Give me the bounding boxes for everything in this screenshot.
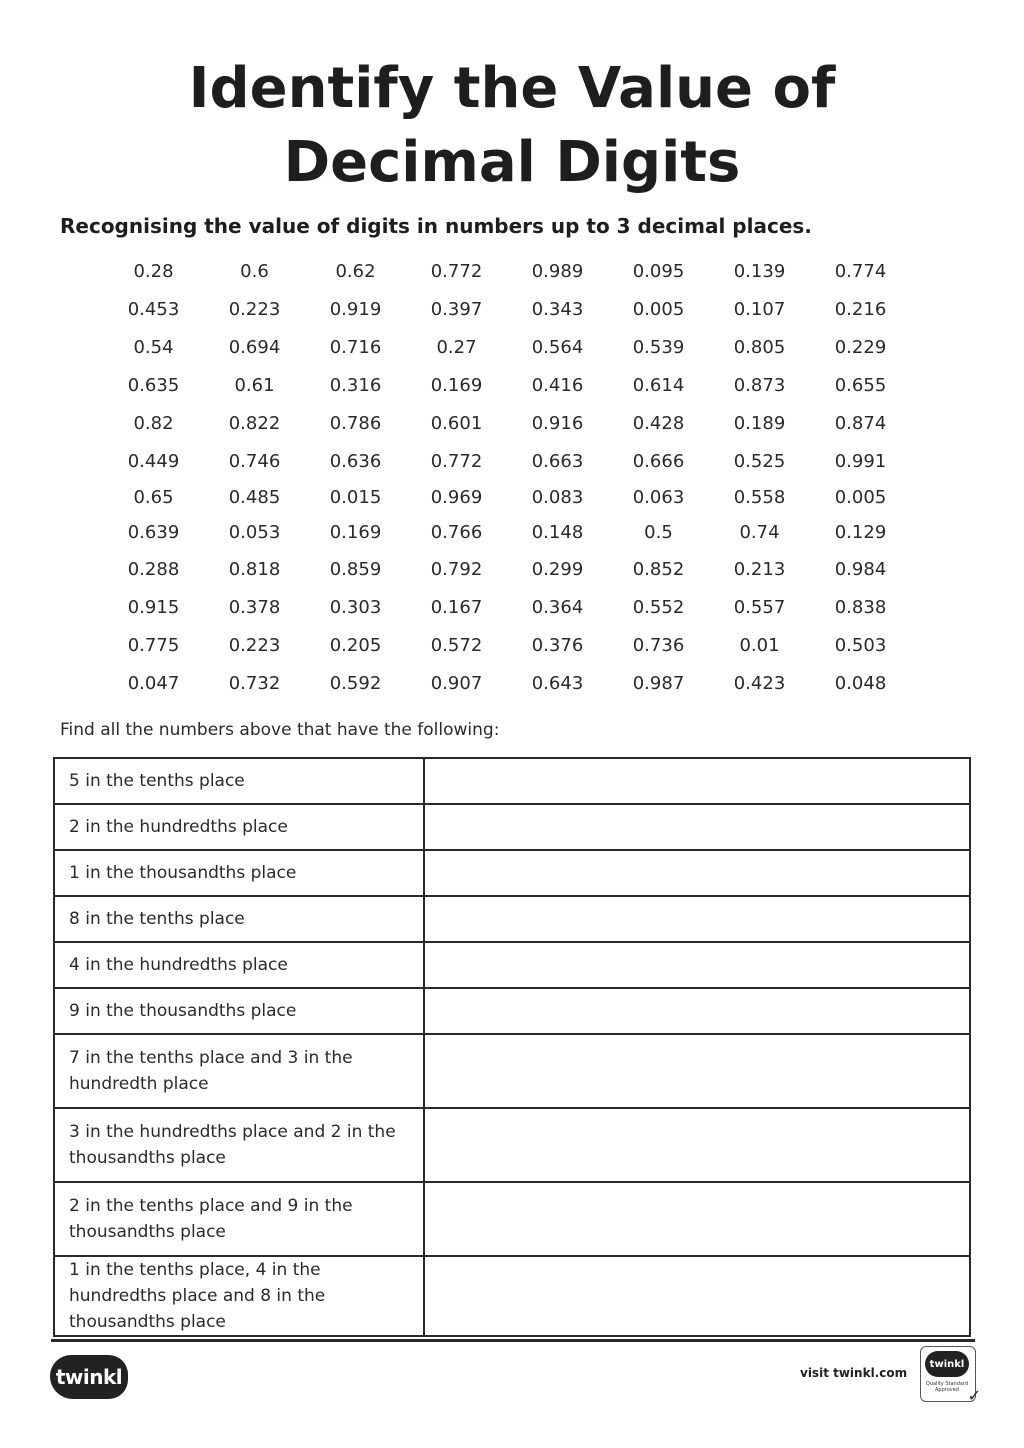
- table-row: [54, 850, 970, 896]
- visit-link[interactable]: visit twinkl.com: [800, 1366, 908, 1380]
- number-cell: 0.874: [834, 412, 887, 434]
- number-cell: 0.423: [733, 672, 786, 694]
- number-cell: 0.774: [834, 260, 887, 282]
- number-cell: 0.299: [531, 558, 584, 580]
- logo-text: twinkl: [55, 1365, 123, 1389]
- answer-cell[interactable]: [424, 1256, 970, 1336]
- number-cell: 0.169: [430, 374, 483, 396]
- table-row: [54, 758, 970, 804]
- number-cell: 0.205: [329, 634, 382, 656]
- table-row: [54, 942, 970, 988]
- number-cell: 0.919: [329, 298, 382, 320]
- number-cell: 0.223: [228, 634, 281, 656]
- number-cell: 0.397: [430, 298, 483, 320]
- number-cell: 0.167: [430, 596, 483, 618]
- number-row: [103, 442, 911, 480]
- number-cell: 0.005: [632, 298, 685, 320]
- footer-divider: [51, 1339, 975, 1342]
- number-cell: 0.053: [228, 522, 281, 543]
- question-label: 7 in the tenths place and 3 in the hundredth place: [54, 1034, 424, 1108]
- question-label: 5 in the tenths place: [54, 758, 424, 804]
- question-label: 4 in the hundredths place: [54, 942, 424, 988]
- question-label: 1 in the thousandths place: [54, 850, 424, 896]
- question-label: 3 in the hundredths place and 2 in the thousandths place: [54, 1108, 424, 1182]
- title-line-2: Decimal Digits: [283, 130, 741, 195]
- number-cell: 0.564: [531, 336, 584, 358]
- number-cell: 0.805: [733, 336, 786, 358]
- number-cell: 0.047: [127, 672, 180, 694]
- number-cell: 0.655: [834, 374, 887, 396]
- number-cell: 0.635: [127, 374, 180, 396]
- number-cell: 0.987: [632, 672, 685, 694]
- number-cell: 0.063: [632, 487, 685, 508]
- number-cell: 0.775: [127, 634, 180, 656]
- number-cell: 0.639: [127, 522, 180, 543]
- answer-cell[interactable]: [424, 1034, 970, 1108]
- number-cell: 0.772: [430, 260, 483, 282]
- number-cell: 0.139: [733, 260, 786, 282]
- number-cell: 0.969: [430, 487, 483, 508]
- twinkl-logo[interactable]: [50, 1355, 128, 1399]
- number-row: [103, 626, 911, 664]
- number-cell: 0.818: [228, 558, 281, 580]
- number-cell: 0.169: [329, 522, 382, 543]
- number-cell: 0.915: [127, 596, 180, 618]
- number-cell: 0.62: [335, 260, 376, 282]
- number-cell: 0.991: [834, 450, 887, 472]
- table-row: [54, 1034, 970, 1108]
- number-cell: 0.859: [329, 558, 382, 580]
- number-row: [103, 588, 911, 626]
- number-cell: 0.601: [430, 412, 483, 434]
- number-cell: 0.572: [430, 634, 483, 656]
- subtitle: Recognising the value of digits in numbers up to 3 decimal places.: [60, 214, 812, 238]
- number-row: [103, 252, 911, 290]
- answer-cell[interactable]: [424, 942, 970, 988]
- number-cell: 0.539: [632, 336, 685, 358]
- quality-badge: [920, 1346, 981, 1405]
- number-cell: 0.189: [733, 412, 786, 434]
- number-cell: 0.636: [329, 450, 382, 472]
- number-cell: 0.54: [133, 336, 174, 358]
- badge-logo: [925, 1351, 969, 1377]
- page-title: [0, 52, 1024, 200]
- number-cell: 0.873: [733, 374, 786, 396]
- number-cell: 0.303: [329, 596, 382, 618]
- number-cell: 0.663: [531, 450, 584, 472]
- table-row: [54, 1182, 970, 1256]
- number-cell: 0.852: [632, 558, 685, 580]
- number-cell: 0.694: [228, 336, 281, 358]
- number-cell: 0.74: [739, 522, 780, 543]
- number-cell: 0.786: [329, 412, 382, 434]
- answer-cell[interactable]: [424, 1108, 970, 1182]
- number-cell: 0.716: [329, 336, 382, 358]
- answer-cell[interactable]: [424, 758, 970, 804]
- number-cell: 0.792: [430, 558, 483, 580]
- answer-cell[interactable]: [424, 804, 970, 850]
- number-cell: 0.453: [127, 298, 180, 320]
- question-label: 2 in the hundredths place: [54, 804, 424, 850]
- number-cell: 0.223: [228, 298, 281, 320]
- number-cell: 0.343: [531, 298, 584, 320]
- number-cell: 0.766: [430, 522, 483, 543]
- number-cell: 0.503: [834, 634, 887, 656]
- number-cell: 0.838: [834, 596, 887, 618]
- table-row: [54, 1256, 970, 1336]
- table-row: [54, 896, 970, 942]
- number-cell: 0.557: [733, 596, 786, 618]
- number-cell: 0.216: [834, 298, 887, 320]
- number-cell: 0.822: [228, 412, 281, 434]
- number-cell: 0.984: [834, 558, 887, 580]
- number-cell: 0.27: [436, 336, 477, 358]
- badge-logo-text: twinkl: [929, 1358, 965, 1370]
- number-row: [103, 290, 911, 328]
- answer-cell[interactable]: [424, 850, 970, 896]
- number-cell: 0.916: [531, 412, 584, 434]
- number-cell: 0.148: [531, 522, 584, 543]
- number-row: [103, 550, 911, 588]
- table-row: [54, 988, 970, 1034]
- number-cell: 0.364: [531, 596, 584, 618]
- number-cell: 0.229: [834, 336, 887, 358]
- number-cell: 0.746: [228, 450, 281, 472]
- number-cell: 0.095: [632, 260, 685, 282]
- answer-table: [53, 757, 971, 1337]
- number-row: [103, 328, 911, 366]
- question-label: 8 in the tenths place: [54, 896, 424, 942]
- badge-text: Quality Standard Approved: [925, 1381, 969, 1393]
- number-cell: 0.015: [329, 487, 382, 508]
- number-row: [103, 664, 911, 702]
- instruction-text: Find all the numbers above that have the following:: [60, 720, 500, 740]
- number-cell: 0.666: [632, 450, 685, 472]
- number-cell: 0.316: [329, 374, 382, 396]
- table-row: [54, 1108, 970, 1182]
- number-cell: 0.378: [228, 596, 281, 618]
- question-label: 1 in the tenths place, 4 in the hundredths place and 8 in the thousandths place: [54, 1256, 424, 1336]
- number-cell: 0.376: [531, 634, 584, 656]
- number-cell: 0.288: [127, 558, 180, 580]
- number-cell: 0.01: [739, 634, 780, 656]
- number-cell: 0.449: [127, 450, 180, 472]
- number-cell: 0.643: [531, 672, 584, 694]
- number-cell: 0.213: [733, 558, 786, 580]
- number-row: [103, 404, 911, 442]
- number-cell: 0.5: [644, 522, 673, 543]
- table-row: [54, 804, 970, 850]
- answer-cell[interactable]: [424, 1182, 970, 1256]
- number-cell: 0.558: [733, 487, 786, 508]
- number-cell: 0.65: [133, 487, 174, 508]
- number-cell: 0.732: [228, 672, 281, 694]
- number-cell: 0.048: [834, 672, 887, 694]
- title-line-1: Identify the Value of: [188, 56, 836, 121]
- number-cell: 0.989: [531, 260, 584, 282]
- number-cell: 0.485: [228, 487, 281, 508]
- number-cell: 0.416: [531, 374, 584, 396]
- number-cell: 0.614: [632, 374, 685, 396]
- number-cell: 0.107: [733, 298, 786, 320]
- number-row: [103, 515, 911, 550]
- number-cell: 0.736: [632, 634, 685, 656]
- number-row: [103, 366, 911, 404]
- number-cell: 0.28: [133, 260, 174, 282]
- number-cell: 0.129: [834, 522, 887, 543]
- number-cell: 0.083: [531, 487, 584, 508]
- number-cell: 0.592: [329, 672, 382, 694]
- number-cell: 0.82: [133, 412, 174, 434]
- answer-cell[interactable]: [424, 988, 970, 1034]
- number-grid: [103, 252, 911, 702]
- number-cell: 0.428: [632, 412, 685, 434]
- number-row: [103, 480, 911, 515]
- number-cell: 0.772: [430, 450, 483, 472]
- number-cell: 0.61: [234, 374, 275, 396]
- number-cell: 0.6: [240, 260, 269, 282]
- number-cell: 0.907: [430, 672, 483, 694]
- number-cell: 0.525: [733, 450, 786, 472]
- question-label: 2 in the tenths place and 9 in the thousandths place: [54, 1182, 424, 1256]
- question-label: 9 in the thousandths place: [54, 988, 424, 1034]
- number-cell: 0.552: [632, 596, 685, 618]
- checkmark-icon: ✓: [967, 1386, 981, 1405]
- answer-cell[interactable]: [424, 896, 970, 942]
- number-cell: 0.005: [834, 487, 887, 508]
